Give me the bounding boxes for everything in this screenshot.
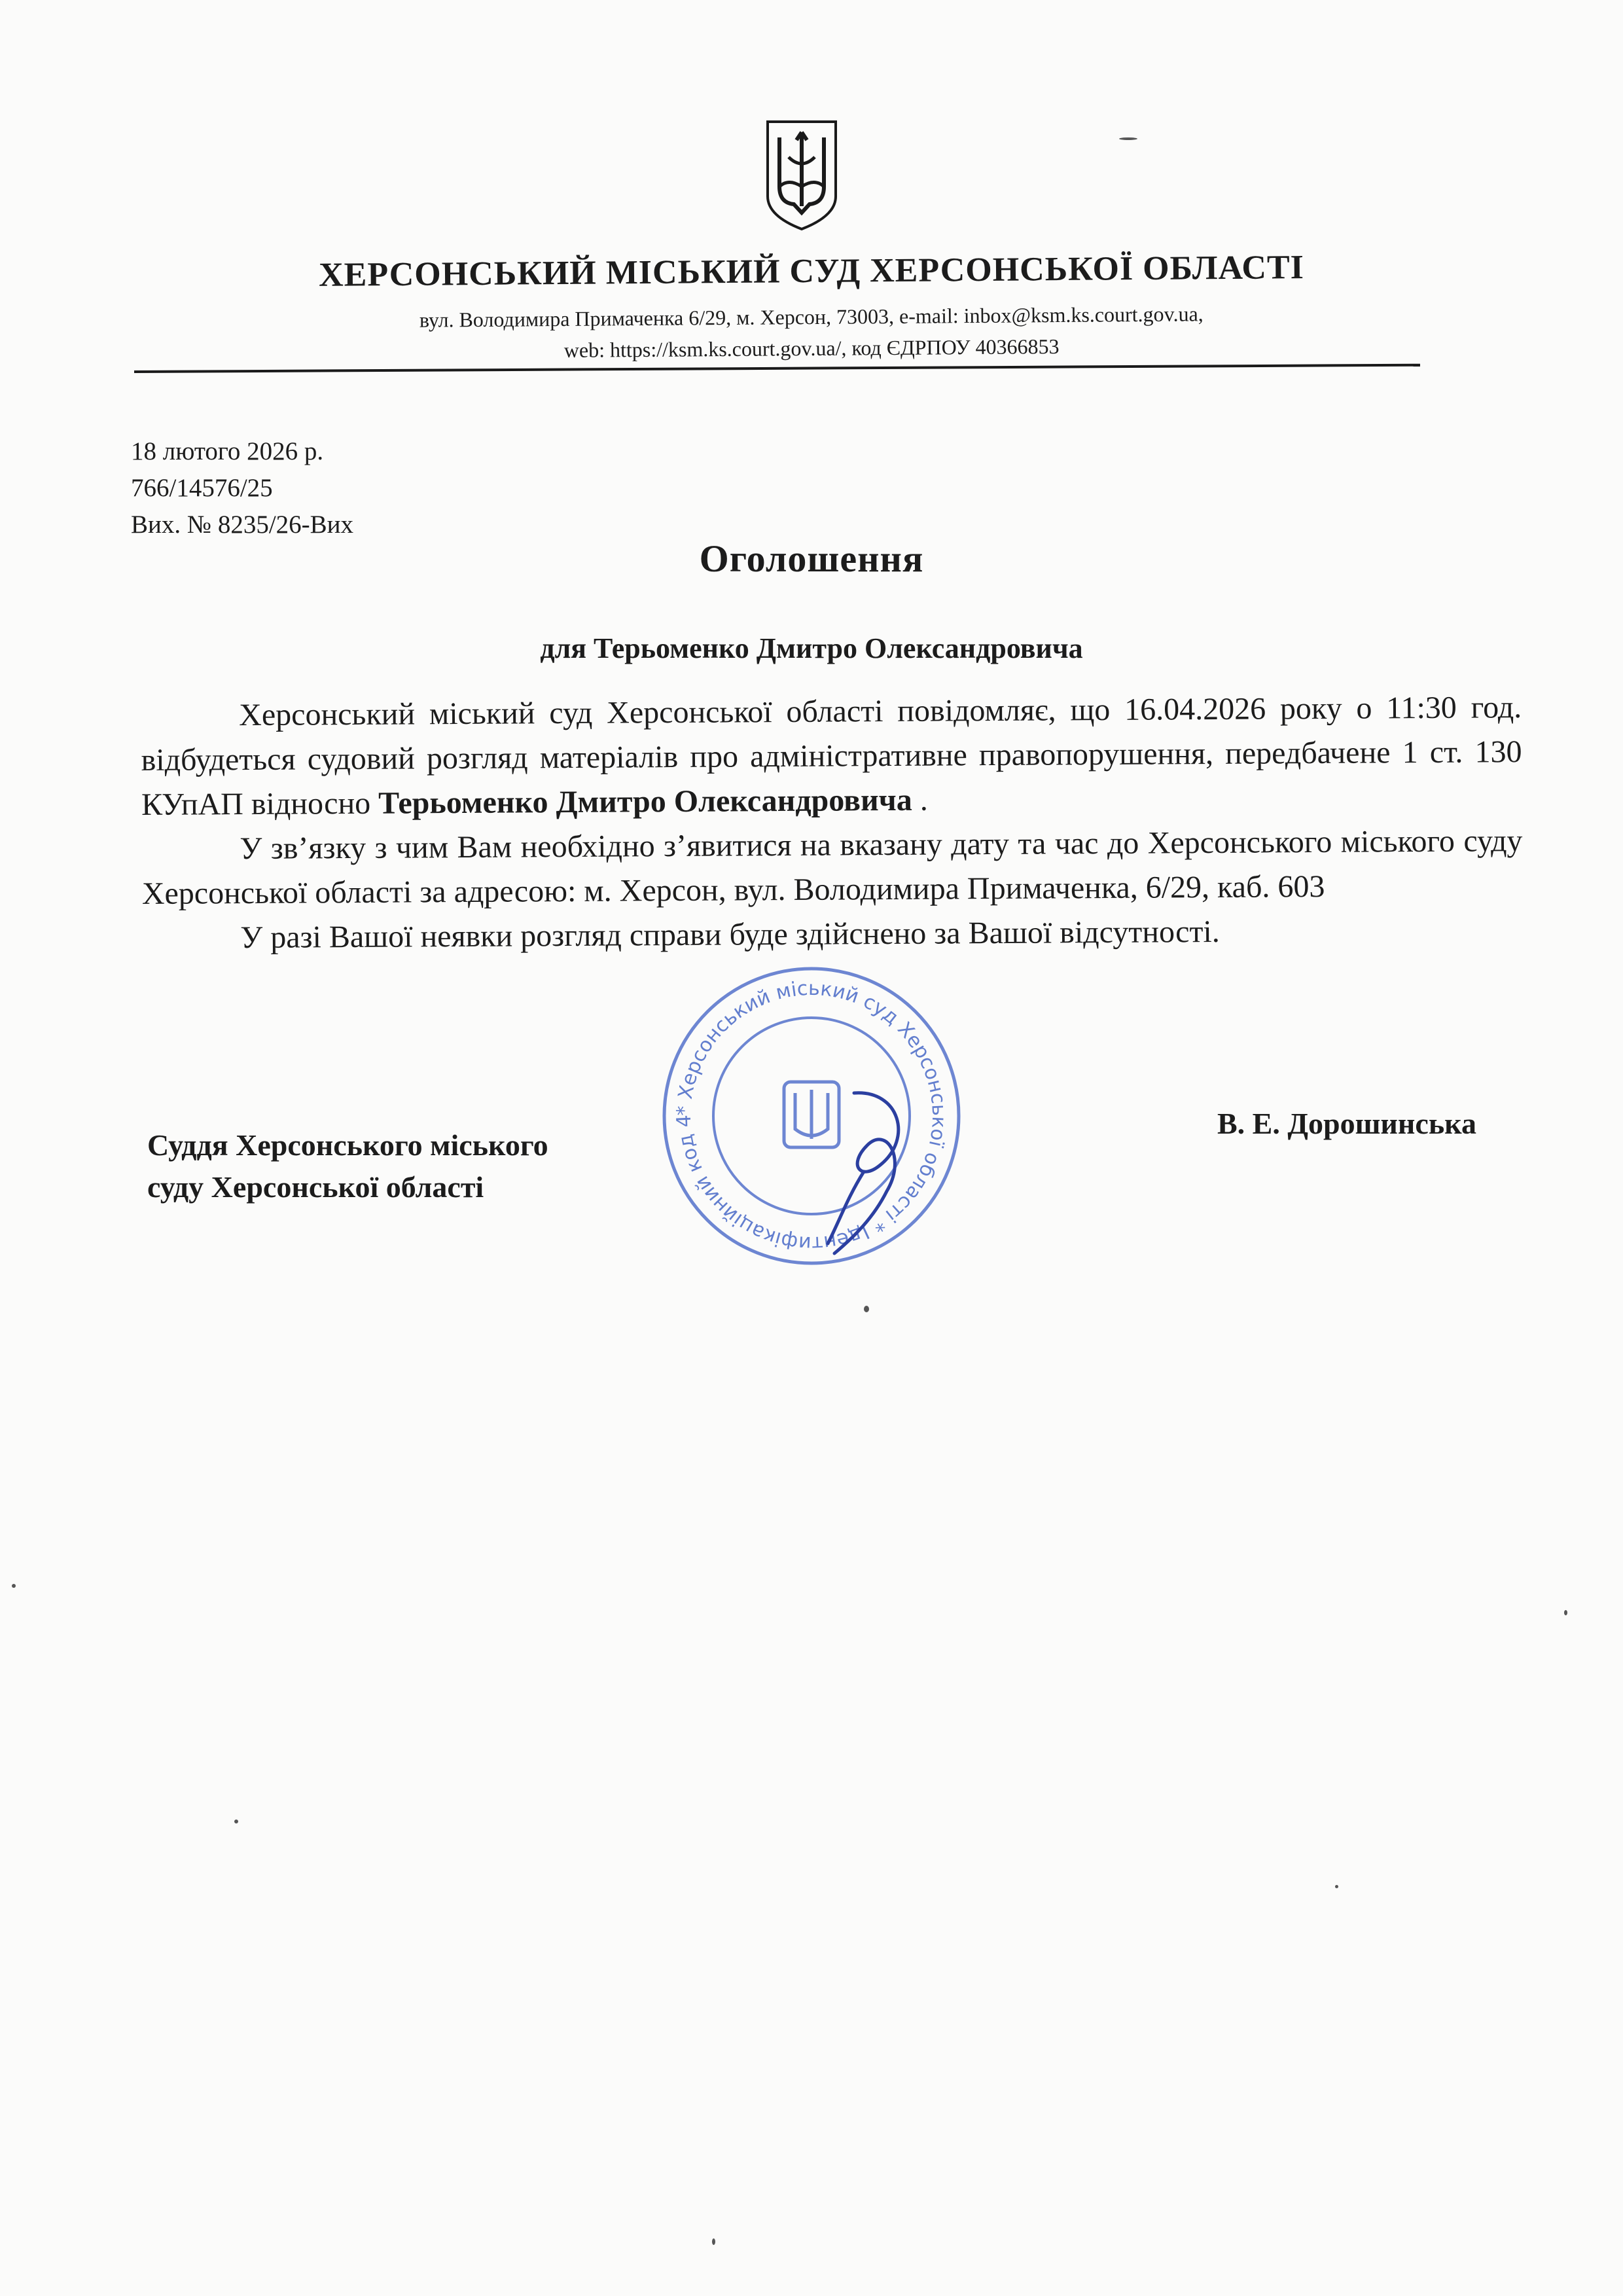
paragraph-hearing-end: . [912, 782, 928, 817]
paragraph-absence: У разі Вашої неявки розгляд справи буде здійснено за Вашої відсутності. [240, 914, 1220, 956]
addressee: для Терьоменко Дмитро Олександровича [540, 632, 1083, 664]
defendant-name: Терьоменко Дмитро Олександровича [378, 782, 912, 821]
document-meta [131, 433, 353, 543]
outgoing-number: Вих. № 8235/26-Вих [131, 511, 354, 539]
paragraph-hearing [141, 685, 1522, 827]
court-name: ХЕРСОНСЬКИЙ МІСЬКИЙ СУД ХЕРСОНСЬКОЇ ОБЛАСТІ [318, 249, 1305, 294]
paragraph-appearance: У зв’язку з чим Вам необхідно з’явитися на вказану дату та час до Херсонського міського суду Херсонської області за адресою: м. Херсон, вул. Володимира Примаченка, 6/29, каб. 603 [141, 823, 1523, 911]
notice-body [141, 685, 1523, 961]
court-address [131, 296, 1493, 369]
document-date: 18 лютого 2026 р. [131, 437, 324, 465]
judge-position [147, 1124, 548, 1208]
scan-speck [1564, 1610, 1567, 1615]
scan-speck [234, 1820, 238, 1823]
scan-speck [12, 1584, 16, 1588]
document-title: Оголошення [699, 537, 924, 580]
seal-ring-text: * Херсонський міський суд Херсонської області * Ідентифікаційний код 4 [672, 977, 951, 1255]
judge-signature [808, 1086, 926, 1257]
scan-speck [1335, 1885, 1338, 1888]
judge-position-line1: Суддя Херсонського міського [147, 1128, 548, 1162]
court-address-line1: вул. Володимира Примаченка 6/29, м. Херсон, 73003, e-mail: inbox@ksm.ks.court.gov.ua, [419, 302, 1204, 332]
judge-name: В. Е. Дорошинська [1217, 1107, 1476, 1140]
scan-speck [1119, 137, 1137, 140]
judge-position-line2: суду Херсонської області [147, 1170, 484, 1204]
paragraph-hearing-text: Херсонський міський суд Херсонської області повідомляє, що 16.04.2026 року о 11:30 год. відбудеться судовий розгляд матеріалів про адміністративне правопорушення, передбачене 1 ст. 130 КУпАП відносно [141, 690, 1522, 822]
scan-speck [712, 2238, 715, 2245]
trident-coat-of-arms-icon [762, 118, 841, 232]
court-address-line2: web: https://ksm.ks.court.gov.ua/, код ЄДРПОУ 40366853 [563, 334, 1060, 362]
case-number: 766/14576/25 [131, 474, 273, 502]
scan-speck [864, 1306, 869, 1312]
